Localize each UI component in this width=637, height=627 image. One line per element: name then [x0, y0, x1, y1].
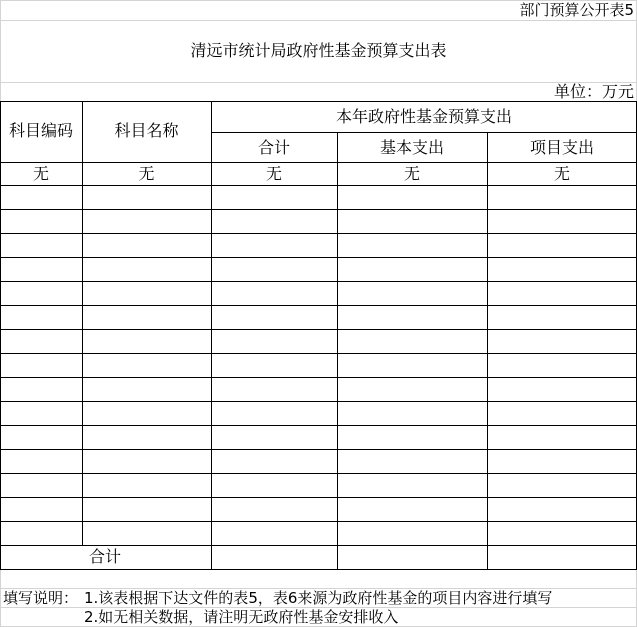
table-border: [0, 425, 637, 426]
header-group-expenditure: 本年政府性基金预算支出: [335, 107, 512, 126]
total-row-label: 合计: [89, 547, 122, 566]
table-border: [211, 132, 637, 133]
table-border: [0, 257, 637, 258]
table-border: [0, 449, 637, 450]
table-border: [0, 101, 637, 102]
table-border: [0, 521, 637, 522]
table-border: [0, 281, 637, 282]
table-border: [337, 132, 338, 569]
table-border: [0, 209, 637, 210]
gridline: [0, 569, 1, 627]
header-basic-expenditure: 基本支出: [379, 138, 444, 157]
table-border: [0, 377, 637, 378]
header-project-expenditure: 项目支出: [529, 138, 594, 157]
table-border: [0, 401, 637, 402]
notes-label: 填写说明：: [3, 589, 79, 607]
table-border: [487, 132, 488, 569]
header-total: 合计: [257, 138, 290, 157]
table-cell: 无: [32, 164, 49, 183]
table-border: [0, 353, 637, 354]
table-border: [0, 569, 637, 570]
header-subject-name: 科目名称: [114, 121, 179, 140]
table-cell: 无: [403, 164, 420, 183]
gridline: [0, 20, 637, 21]
unit-label: 单位：万元: [553, 82, 634, 101]
table-border: [0, 185, 637, 186]
page-title: 清远市统计局政府性基金预算支出表: [190, 41, 447, 60]
table-border: [0, 545, 637, 546]
table-cell: 无: [553, 164, 570, 183]
gridline: [0, 82, 637, 83]
table-border: [0, 162, 637, 163]
table-border: [0, 305, 637, 306]
table-border: [0, 329, 637, 330]
doc-code: 部门预算公开表5: [519, 1, 634, 19]
table-cell: 无: [265, 164, 282, 183]
table-border: [0, 233, 637, 234]
table-border: [0, 497, 637, 498]
table-cell: 无: [138, 164, 155, 183]
notes-line-1: 1.该表根据下达文件的表5，表6来源为政府性基金的项目内容进行填写: [84, 589, 553, 607]
header-subject-code: 科目编码: [8, 121, 73, 140]
notes-line-2: 2.如无相关数据，请注明无政府性基金安排收入: [84, 608, 399, 626]
table-border: [0, 473, 637, 474]
